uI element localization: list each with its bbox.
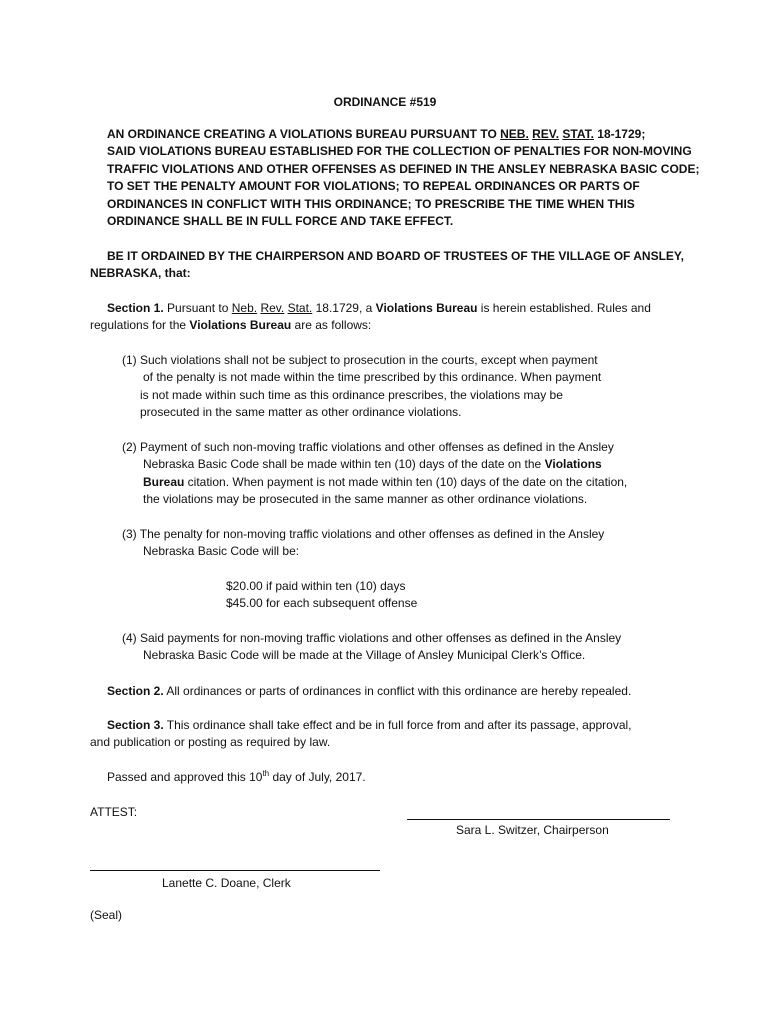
section-3: Section 3. This ordinance shall take effect and be in full force from and after its passage, approval, and publication or posting as required by law. — [90, 718, 632, 750]
caption-line-4: TO SET THE PENALTY AMOUNT FOR VIOLATIONS; TO REPEAL ORDINANCES OR PARTS OF — [107, 179, 640, 194]
list-item-3: (3) The penalty for non-moving traffic violations and other offenses as defined in the Ansley Nebraska Basic Code will be: — [122, 527, 605, 559]
seal-label: (Seal) — [90, 908, 123, 922]
section-1-heading: Section 1. — [107, 301, 164, 315]
ordinance-title: ORDINANCE #519 — [333, 95, 437, 109]
chairperson-signature-line — [407, 819, 670, 820]
caption-line-6: ORDINANCE SHALL BE IN FULL FORCE AND TAKE EFFECT. — [107, 214, 454, 229]
penalty-first: $20.00 if paid within ten (10) days — [226, 579, 406, 593]
caption-line-3: TRAFFIC VIOLATIONS AND OTHER OFFENSES AS DEFINED IN THE ANSLEY NEBRASKA BASIC CODE; — [107, 161, 700, 176]
section-2-heading: Section 2. — [107, 684, 164, 698]
clerk-signature-line — [90, 870, 380, 871]
penalty-subsequent: $45.00 for each subsequent offense — [226, 596, 418, 611]
section-1: Section 1. Pursuant to Neb. Rev. Stat. 18.1729, a Violations Bureau is herein established. Rules and regulations for the Violations Bureau are as follows: — [90, 301, 651, 333]
section-3-heading: Section 3. — [107, 718, 164, 732]
caption-line-1: AN ORDINANCE CREATING A VIOLATIONS BUREAU PURSUANT TO NEB. REV. STAT. 18-1729; — [107, 127, 646, 141]
clerk-name: Lanette C. Doane, Clerk — [162, 876, 291, 890]
list-item-4: (4) Said payments for non-moving traffic violations and other offenses as defined in the Ansley Nebraska Basic Code will be made at the Village of Ansley Municipal Clerk’s Office. — [122, 631, 622, 663]
caption-line-5: ORDINANCES IN CONFLICT WITH THIS ORDINANCE; TO PRESCRIBE THE TIME WHEN THIS — [107, 196, 635, 211]
enacting-clause: BE IT ORDAINED BY THE CHAIRPERSON AND BOARD OF TRUSTEES OF THE VILLAGE OF ANSLEY, NEBRASKA, that: — [90, 249, 684, 281]
ordinance-caption — [107, 126, 699, 230]
passed-approved: Passed and approved this 10th day of July, 2017. — [107, 769, 366, 784]
caption-line-2: SAID VIOLATIONS BUREAU ESTABLISHED FOR THE COLLECTION OF PENALTIES FOR NON-MOVING — [107, 144, 692, 159]
penalty-amounts — [226, 578, 417, 613]
list-item-1: (1) Such violations shall not be subject to prosecution in the courts, except when payment of the penalty is not made within the time prescribed by this ordinance. When payment is not made within such time as this ordinance prescribes, the violations may be prosecuted in the same matter as other ordinance violations. — [122, 353, 602, 420]
attest-label: ATTEST: — [90, 805, 138, 819]
chairperson-name: Sara L. Switzer, Chairperson — [456, 823, 609, 837]
section-2: Section 2. All ordinances or parts of ordinances in conflict with this ordinance are hereby repealed. — [107, 684, 632, 698]
list-item-2: (2) Payment of such non-moving traffic violations and other offenses as defined in the Ansley Nebraska Basic Code shall be made within ten (10) days of the date on the Violations Bureau citation. When payment is not made within ten (10) days of the date on the citation, the violations may be prosecuted in the same manner as other ordinance violations. — [122, 440, 628, 507]
